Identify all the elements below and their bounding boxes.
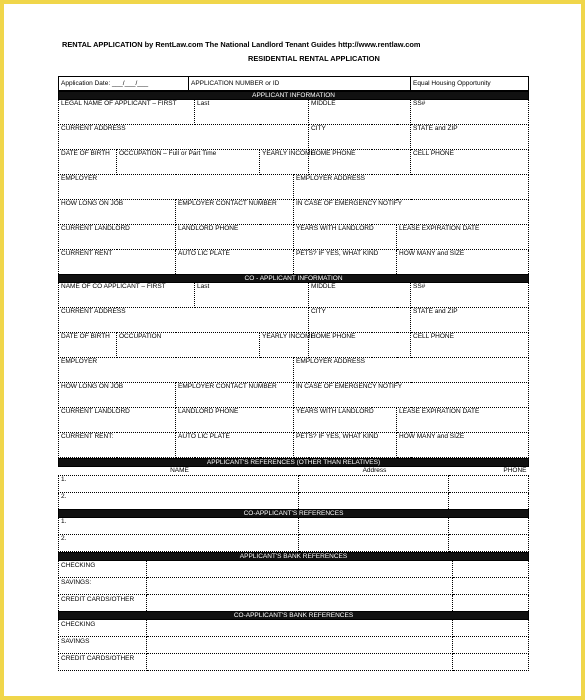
reference-row-1[interactable]: 1.	[59, 476, 299, 493]
bank-checking-extra[interactable]	[453, 561, 529, 578]
co-reference-row-2-phone[interactable]	[449, 535, 529, 552]
application-meta-box	[58, 76, 529, 91]
bank-savings-field[interactable]	[147, 578, 453, 595]
coapplicant-landlord-phone-field[interactable]: LANDLORD PHONE	[176, 408, 294, 433]
bank-savings-extra[interactable]	[453, 578, 529, 595]
coapplicant-landlord-field[interactable]: CURRENT LANDLORD	[59, 408, 176, 433]
applicant-pets-count-field[interactable]: HOW MANY and SIZE	[397, 250, 529, 275]
coapplicant-cell-phone-field[interactable]: CELL PHONE	[411, 333, 529, 358]
reference-row-1-address[interactable]	[299, 476, 449, 493]
applicant-references-header: APPLICANT'S REFERENCES (OTHER THAN RELATIVES)	[59, 459, 529, 467]
applicant-landlord-field[interactable]: CURRENT LANDLORD	[59, 225, 176, 250]
co-bank-savings-field[interactable]	[147, 637, 453, 654]
coapplicant-state-zip-field[interactable]: STATE and ZIP	[411, 308, 529, 333]
co-reference-row-2-address[interactable]	[299, 535, 449, 552]
applicant-first-name-field[interactable]: LEGAL NAME OF APPLICANT – FIRST	[59, 100, 195, 125]
applicant-dob-field[interactable]: DATE OF BIRTH	[59, 150, 117, 175]
applicant-information-header: APPLICANT INFORMATION	[59, 92, 529, 100]
bank-checking-field[interactable]	[147, 561, 453, 578]
coapplicant-ssn-field[interactable]: SS#	[411, 283, 529, 308]
coapplicant-last-name-field[interactable]: Last	[195, 283, 309, 308]
coapplicant-employer-contact-field[interactable]: EMPLOYER CONTACT NUMBER	[176, 383, 294, 408]
bank-checking-label: CHECKING	[59, 561, 147, 578]
applicant-landlord-phone-field[interactable]: LANDLORD PHONE	[176, 225, 294, 250]
applicant-city-field[interactable]: CITY	[309, 125, 411, 150]
coapplicant-city-field[interactable]: CITY	[309, 308, 411, 333]
coapplicant-emergency-field[interactable]: IN CASE OF EMERGENCY NOTIFY	[294, 383, 529, 408]
applicant-cell-phone-field[interactable]: CELL PHONE	[411, 150, 529, 175]
applicant-bank-header: APPLICANT'S BANK REFERENCES	[59, 553, 529, 561]
bank-references-section	[58, 552, 529, 671]
applicant-occupation-field[interactable]: OCCUPATION – Full or Part Time	[117, 150, 260, 175]
applicant-last-name-field[interactable]: Last	[195, 100, 309, 125]
applicant-section	[58, 91, 529, 458]
coapplicant-pets-count-field[interactable]: HOW MANY and SIZE	[397, 433, 529, 458]
references-address-column: Address	[299, 467, 449, 476]
coapplicant-years-field[interactable]: YEARS WITH LANDLORD	[294, 408, 397, 433]
coapplicant-address-field[interactable]: CURRENT ADDRESS	[59, 308, 309, 333]
reference-row-2[interactable]: 2.	[59, 493, 299, 510]
coapplicant-first-name-field[interactable]: NAME OF CO APPLICANT – FIRST	[59, 283, 195, 308]
form-source-title: RENTAL APPLICATION by RentLaw.com The National Landlord Tenant Guides http://www.rentlaw.com	[62, 40, 421, 49]
coapplicant-employer-address-field[interactable]: EMPLOYER ADDRESS	[294, 358, 529, 383]
applicant-pets-field[interactable]: PETS? IF YES, WHAT KIND	[294, 250, 397, 275]
coapplicant-pets-field[interactable]: PETS? IF YES, WHAT KIND	[294, 433, 397, 458]
form-title: RESIDENTIAL RENTAL APPLICATION	[248, 54, 380, 63]
coapplicant-occupation-field[interactable]: OCCUPATION	[117, 333, 260, 358]
co-bank-credit-label: CREDIT CARDS/OTHER	[59, 654, 147, 671]
applicant-years-field[interactable]: YEARS WITH LANDLORD	[294, 225, 397, 250]
applicant-address-field[interactable]: CURRENT ADDRESS	[59, 125, 309, 150]
applicant-state-zip-field[interactable]: STATE and ZIP	[411, 125, 529, 150]
references-name-column: NAME	[59, 467, 299, 476]
co-reference-row-1[interactable]: 1.	[59, 518, 299, 535]
coapplicant-home-phone-field[interactable]: HOME PHONE	[309, 333, 411, 358]
equal-housing-label: Equal Housing Opportunity	[411, 77, 529, 91]
applicant-income-field[interactable]: YEARLY INCOME	[260, 150, 309, 175]
coapplicant-information-header: CO - APPLICANT INFORMATION	[59, 275, 529, 283]
reference-row-2-address[interactable]	[299, 493, 449, 510]
application-number-field[interactable]: APPLICATION NUMBER or ID	[189, 77, 411, 91]
co-bank-credit-field[interactable]	[147, 654, 453, 671]
coapplicant-dob-field[interactable]: DATE OF BIRTH	[59, 333, 117, 358]
applicant-employer-address-field[interactable]: EMPLOYER ADDRESS	[294, 175, 529, 200]
coapplicant-middle-name-field[interactable]: MIDDLE	[309, 283, 411, 308]
applicant-employer-field[interactable]: EMPLOYER	[59, 175, 294, 200]
co-reference-row-1-phone[interactable]	[449, 518, 529, 535]
co-reference-row-2[interactable]: 2.	[59, 535, 299, 552]
bank-credit-extra[interactable]	[453, 595, 529, 612]
bank-credit-label: CREDIT CARDS/OTHER	[59, 595, 147, 612]
co-reference-row-1-address[interactable]	[299, 518, 449, 535]
bank-credit-field[interactable]	[147, 595, 453, 612]
co-bank-credit-extra[interactable]	[453, 654, 529, 671]
application-date-field[interactable]: Application Date: ___/___/___	[59, 77, 189, 91]
applicant-middle-name-field[interactable]: MIDDLE	[309, 100, 411, 125]
coapplicant-lease-field[interactable]: LEASE EXPIRATION DATE	[397, 408, 529, 433]
coapplicant-references-header: CO-APPLICANT'S REFERENCES	[59, 510, 529, 518]
applicant-how-long-field[interactable]: HOW LONG ON JOB	[59, 200, 176, 225]
co-bank-checking-label: CHECKING	[59, 620, 147, 637]
references-section	[58, 458, 529, 552]
applicant-employer-contact-field[interactable]: EMPLOYER CONTACT NUMBER	[176, 200, 294, 225]
reference-row-1-phone[interactable]	[449, 476, 529, 493]
coapplicant-bank-header: CO-APPLICANT'S BANK REFERENCES	[59, 612, 529, 620]
co-bank-checking-extra[interactable]	[453, 620, 529, 637]
applicant-auto-plate-field[interactable]: AUTO LIC PLATE	[176, 250, 294, 275]
reference-row-2-phone[interactable]	[449, 493, 529, 510]
applicant-rent-field[interactable]: CURRENT RENT	[59, 250, 176, 275]
coapplicant-rent-field[interactable]: CURRENT RENT:	[59, 433, 176, 458]
bank-savings-label: SAVINGS:	[59, 578, 147, 595]
references-phone-column: PHONE	[449, 467, 529, 476]
applicant-ssn-field[interactable]: SS#	[411, 100, 529, 125]
applicant-lease-field[interactable]: LEASE EXPIRATION DATE	[397, 225, 529, 250]
applicant-emergency-field[interactable]: IN CASE OF EMERGENCY NOTIFY	[294, 200, 529, 225]
coapplicant-how-long-field[interactable]: HOW LONG ON JOB	[59, 383, 176, 408]
co-bank-savings-extra[interactable]	[453, 637, 529, 654]
coapplicant-auto-plate-field[interactable]: AUTO LIC PLATE	[176, 433, 294, 458]
co-bank-savings-label: SAVINGS	[59, 637, 147, 654]
applicant-home-phone-field[interactable]: HOME PHONE	[309, 150, 411, 175]
co-bank-checking-field[interactable]	[147, 620, 453, 637]
coapplicant-employer-field[interactable]: EMPLOYER	[59, 358, 294, 383]
coapplicant-income-field[interactable]: YEARLY INCOME	[260, 333, 309, 358]
